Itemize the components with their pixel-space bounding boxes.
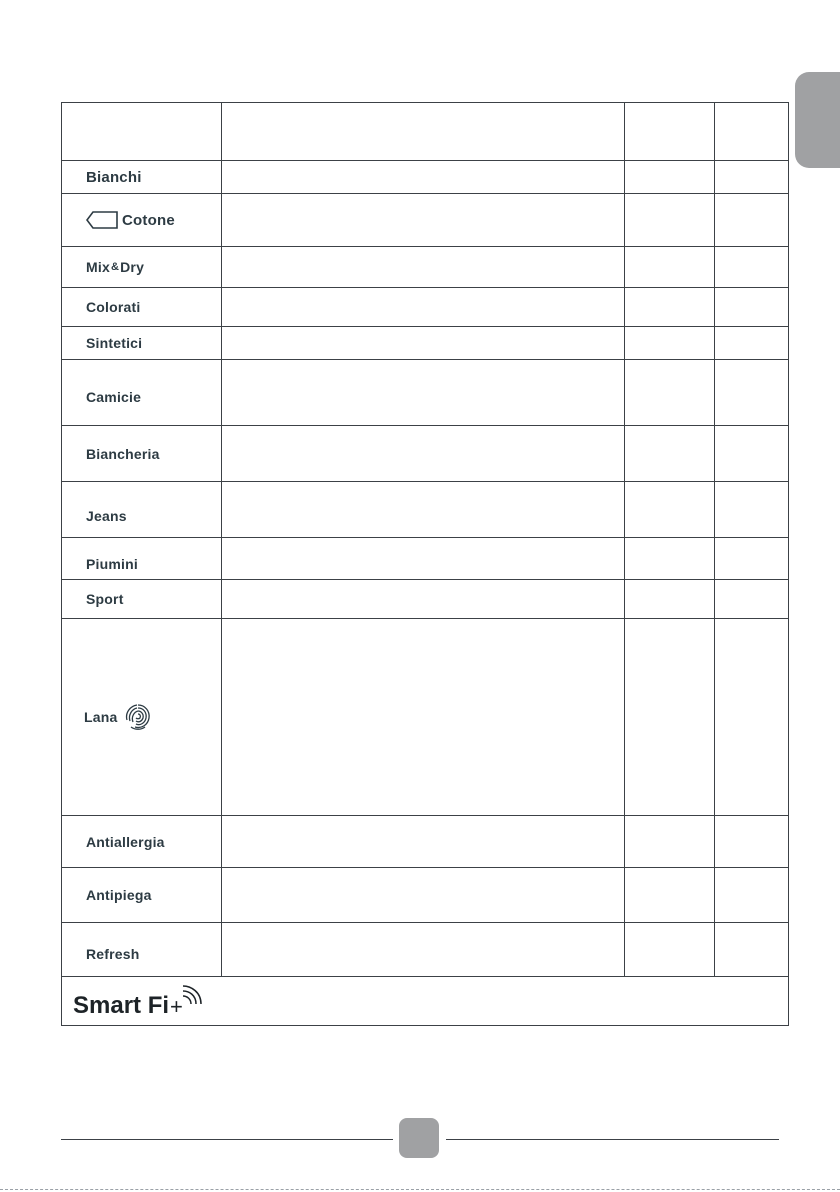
ampersand: & [110, 261, 120, 273]
table-row [62, 538, 789, 580]
program-label: Sport [86, 591, 124, 607]
page-number-badge [399, 1118, 439, 1158]
table-row [62, 161, 789, 194]
program-label: Piumini [86, 555, 138, 572]
program-label: Cotone [122, 211, 175, 229]
table-row [62, 360, 789, 426]
program-label: Colorati [86, 299, 141, 315]
program-label: Dry [120, 259, 145, 275]
program-label: Jeans [86, 507, 127, 524]
table-row [62, 580, 789, 619]
table-row [62, 923, 789, 977]
crop-mark-line [0, 1189, 840, 1190]
table-row [62, 482, 789, 538]
tag-icon [86, 211, 118, 229]
program-label: Bianchi [86, 168, 142, 186]
wifi-icon [181, 980, 207, 1006]
program-label: Biancheria [86, 445, 160, 462]
program-label: Camicie [86, 388, 142, 405]
table-row [62, 977, 789, 1026]
program-label: Mix [86, 259, 110, 275]
program-label: Sintetici [86, 335, 143, 351]
smart-fi-plus: + [170, 994, 183, 1019]
smart-fi-logo [62, 980, 788, 1022]
program-label: Antiallergia [86, 833, 165, 850]
program-label: Antipiega [86, 887, 152, 903]
language-side-tab [795, 72, 840, 168]
program-table [61, 102, 789, 1026]
table-row [62, 247, 789, 288]
table-row [62, 868, 789, 923]
wool-icon [123, 702, 153, 732]
footer-rule-left [61, 1139, 393, 1140]
table-row [62, 288, 789, 327]
table-row [62, 619, 789, 816]
table-row [62, 816, 789, 868]
smart-fi-text: Smart Fi [73, 992, 170, 1019]
table-row [62, 194, 789, 247]
program-label: Refresh [86, 945, 140, 962]
table-header-row [62, 103, 789, 161]
table-row [62, 327, 789, 360]
table-row [62, 426, 789, 482]
program-label: Lana [84, 709, 118, 725]
footer-rule-right [446, 1139, 779, 1140]
